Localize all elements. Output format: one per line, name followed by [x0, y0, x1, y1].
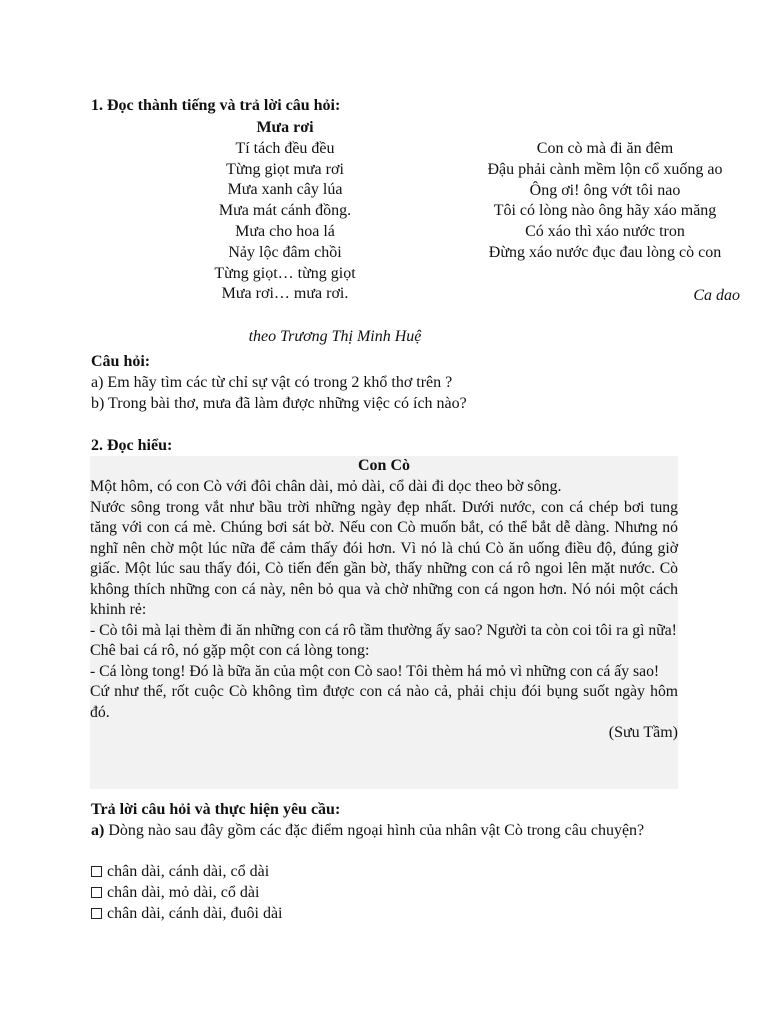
story-paragraph: Chê bai cá rô, nó gặp một con cá lòng tong: [90, 642, 370, 659]
poem1-author: theo Trương Thị Minh Huệ [248, 328, 422, 345]
option-row[interactable] [91, 883, 259, 904]
question-1a: a) Em hãy tìm các từ chỉ sự vật có trong 2 khổ thơ trên ? [91, 374, 453, 391]
story-paragraph: - Cá lòng tong! Đó là bữa ăn của một con Cò sao! Tôi thèm há mỏ vì những con cá ấy sao! [90, 662, 660, 680]
story-box [90, 456, 678, 789]
option-label: chân dài, mỏ dài, cổ dài [107, 884, 260, 901]
poem1-line: Mưa rơi… mưa rơi. [221, 285, 349, 303]
checkbox-icon[interactable] [91, 866, 102, 877]
story-title: Con Cò [357, 457, 410, 474]
checkbox-icon[interactable] [91, 908, 102, 919]
questions-heading: Câu hỏi: [91, 353, 151, 370]
poem1-title: Mưa rơi [256, 119, 314, 136]
option-row[interactable] [91, 904, 283, 925]
checkbox-icon[interactable] [91, 887, 102, 898]
section1-heading: 1. Đọc thành tiếng và trả lời câu hỏi: [91, 97, 341, 114]
question-2a [91, 821, 651, 842]
poem2-line: Đừng xáo nước đục đau lòng cò con [488, 243, 722, 261]
story-source: (Sưu Tầm) [608, 724, 678, 741]
poem2-line: Có xáo thì xáo nước tron [525, 223, 685, 241]
poem2-line: Đậu phải cành mềm lộn cổ xuống ao [487, 160, 723, 178]
option-row[interactable] [91, 862, 269, 883]
poem-mua-roi [170, 118, 400, 305]
poem2-line: Con cò mà đi ăn đêm [536, 140, 674, 157]
poem2-source: Ca dao [693, 287, 740, 304]
story-paragraph: Nước sông trong vắt như bầu trời những ngày đẹp nhất. Dưới nước, con cá chép bơi tung tăng với con cá mè. Chúng bơi sát bờ. Nếu con Cò muốn bắt, có thể bắt dễ dàng. Nhưng nó nghĩ nên chờ một lúc nữa để cảm thấy đói hơn. Vì nó là chú Cò ăn uống điều độ, đúng giờ giấc. Một lúc sau thấy đói, Cò tiến đến gần bờ, thấy những con cá rô ngoi lên mặt nước. Cò không thích những con cá này, nên bỏ qua và chờ những con cá ngon hơn. Nó nói một cách khinh rẻ: [90, 498, 678, 618]
option-label: chân dài, cánh dài, cổ dài [107, 863, 270, 880]
question-2a-label: a) [91, 822, 105, 839]
poem1-line: Từng giọt… từng giọt [214, 264, 356, 282]
question-2a-text: Dòng nào sau đây gồm các đặc điểm ngoại hình của nhân vật Cò trong câu chuyện? [104, 822, 645, 839]
poem1-line: Mưa xanh cây lúa [227, 181, 343, 199]
poem1-line: Tí tách đều đều [235, 139, 335, 157]
poem2-line: Tôi có lòng nào ông hãy xáo măng [493, 202, 717, 220]
poem1-line: Từng giọt mưa rơi [226, 160, 344, 178]
poem-con-co [460, 139, 750, 264]
poem1-line: Mưa mát cánh đồng. [218, 202, 352, 220]
task-heading: Trả lời câu hỏi và thực hiện yêu cầu: [91, 801, 341, 818]
section2-heading: 2. Đọc hiểu: [91, 437, 173, 454]
question-1b: b) Trong bài thơ, mưa đã làm được những việc có ích nào? [91, 395, 467, 412]
poem2-line: Ông ơi! ông vớt tôi nao [529, 181, 681, 199]
story-paragraph: Cứ như thế, rốt cuộc Cò không tìm được con cá nào cả, phải chịu đói bụng suốt ngày hôm đó. [90, 683, 678, 721]
poem1-line: Mưa cho hoa lá [235, 222, 335, 240]
option-label: chân dài, cánh dài, đuôi dài [107, 905, 283, 922]
story-paragraph: Một hôm, có con Cò với đôi chân dài, mỏ dài, cổ dài đi dọc theo bờ sông. [90, 478, 562, 495]
story-paragraph: - Cò tôi mà lại thèm đi ăn những con cá rô tầm thường ấy sao? Người ta còn coi tôi ra gì nữa! [90, 621, 677, 639]
poem1-line: Nảy lộc đâm chồi [228, 243, 342, 261]
